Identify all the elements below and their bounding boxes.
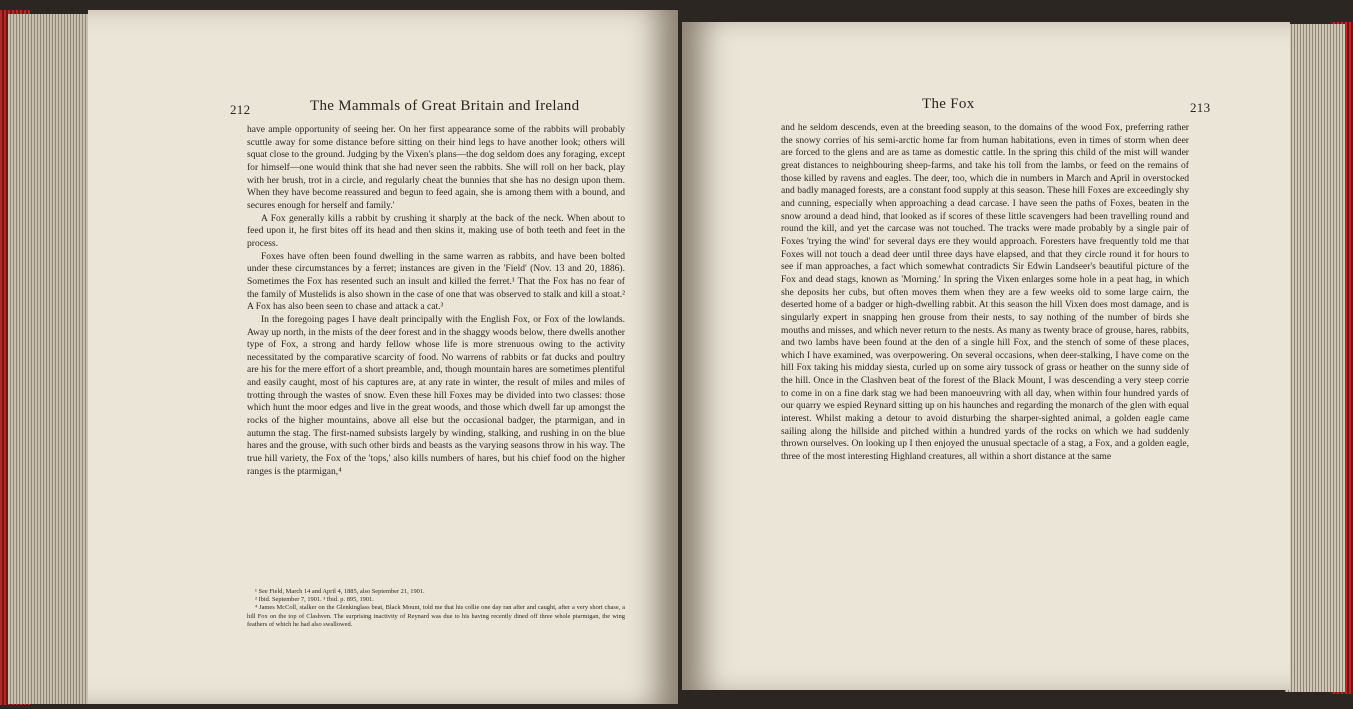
right-body-text: [781, 122, 1189, 464]
paragraph: have ample opportunity of seeing her. On her first appearance some of the rabbits will probably scuttle away for some distance before sitting on their hind legs to have another look; others will squat close to the ground. Judging by the Vixen's plans—the dog seldom does any foraging, except for himself—one would think that she had never seen the rabbits. She will roll on her back, play with her brush, trot in a circle, and regularly cheat the bunnies that she has no design upon them. When they have become reassured and begun to feed again, she is among them with a bound, and secures enough for herself and family.': [247, 124, 625, 211]
footnotes: [247, 588, 625, 629]
paragraph: and he seldom descends, even at the breeding season, to the domains of the wood Fox, preferring rather the snowy corries of his semi-arctic home far from human habitations, even in times of storm when deer are forced to the glens and are as tame as domestic cattle. In the spring this child of the mist will wander great distances to neighbouring sheep-farms, and take his toll from the lambs, or feed on the remains of those killed by ravens and eagles. The deer, too, which die in numbers in March and April in overstocked and badly managed forests, are a constant food supply at this season. These hill Foxes are exceedingly shy and cunning, especially when approaching a dead carcase. I have seen the paths of Foxes, beaten in the snow around a dead hind, that looked as if scores of these little scavengers had been travelling round and round the kill, and yet the carcase was not touched. The tracks were made probably by a single pair of Foxes 'trying the wind' for several days ere they would approach. Foresters have frequently told me that Foxes will not touch a dead deer until three days have elapsed, and that they circle round it for hours to see if man approaches, a fact which somewhat contradicts Sir Edwin Landseer's beautiful picture of the Fox and dead stags, known as 'Morning.' In spring the Vixen enlarges some hole in a peat hag, in which she deposits her cubs, but often moves them when they are a few weeks old to some large cairn, the deserted home of a badger or high-dwelling rabbit. At this season the hill Vixen does most damage, and is singularly expert in snapping hen grouse from their nests, to say nothing of the number of birds she mouths and misses, and which never return to the nests. As many as twenty brace of grouse, hares, rabbits, and two lambs have been found at the den of a single hill Fox, and the stench of some of these places, which I have examined, was overpowering. On several occasions, when deer-stalking, I have come on the hill Fox taking his midday siesta, curled up on some airy tussock of grass or heather on the sunny side of the hill. Once in the Clashven beat of the forest of the Black Mount, I was descending a very steep corrie to come in on a fine dark stag we had been manoeuvring with all day, when within four hundred yards of our quarry we espied Reynard sitting up on his haunches and regarding the monarch of the glen with equal interest. Whilst making a detour to avoid disturbing the sharper-sighted animal, a golden eagle came sailing along the hillside and pitched within a hundred yards of the rocks on which we had suddenly thrown ourselves. On looking up I then enjoyed the unusual spectacle of a stag, a Fox, and a golden eagle, three of the most interesting Highland creatures, all within a short distance at the same: [781, 122, 1189, 463]
page-number-left: 212: [230, 102, 251, 117]
left-body-text: [247, 124, 625, 478]
paragraph: Foxes have often been found dwelling in the same warren as rabbits, and have been bolted under these circumstances by a ferret; instances are given in the 'Field' (Nov. 13 and 20, 1886). Sometimes the Fox has resented such an insult and killed the ferret.¹ That the Fox has no fear of the family of Mustelids is also shown in the case of one that was observed to stalk and kill a stoat.² A Fox has also been seen to chase and attack a cat.³: [247, 250, 625, 313]
paragraph: A Fox generally kills a rabbit by crushing it sharply at the back of the neck. When about to feed upon it, he first bites off its head and then skins it, making use of both teeth and feet in the process.: [247, 212, 625, 249]
footnote: ¹ See Field, March 14 and April 4, 1885, also September 21, 1901.: [255, 588, 425, 595]
footnote: ⁴ James McColl, stalker on the Glenkinglass beat, Black Mount, told me that his collie one day ran after and caught, after a very short chase, a hill Fox on the top of Clashven. The surprising inactivity of Reynard was due to his having recently dined off three whole ptarmigan, the wing feathers of which he had also swallowed.: [247, 604, 625, 628]
paragraph: In the foregoing pages I have dealt principally with the English Fox, or Fox of the lowlands. Away up north, in the mists of the deer forest and in the shaggy woods below, there dwells another type of Fox, a strong and hardy fellow whose life is more strenuous owing to the activity necessitated by the comparative scarcity of food. No warrens of rabbits or fat ducks and poultry are his for the mere effort of a short preamble, and, though mountain hares are sometimes plentiful and easily caught, most of his captures are, at any rate in winter, the result of miles and miles of trotting through the wastes of snow. Even these hill Foxes may be divided into two classes: those which hunt the moor edges and live in the great woods, and those which dwell far up amongst the rocks of the higher mountains, above all else but the occasional badger, the ptarmigan, and in autumn the stag. The first-named subsists largely by winding, stalking, and rushing in on the blue hares and the grouse, with such other birds and beasts as the varying seasons throw in his way. The true hill variety, the Fox of the 'tops,' also kills numbers of hares, but his chief food on the higher ranges is the ptarmigan,⁴: [247, 313, 625, 477]
right-page: [682, 22, 1290, 690]
page-number-right: 213: [1190, 100, 1211, 115]
footnote: ² Ibid. September 7, 1901. ³ Ibid. p. 895, 1901.: [255, 596, 374, 604]
right-page-edges: [1285, 24, 1345, 692]
running-title-right: The Fox: [922, 96, 975, 112]
running-title-left: The Mammals of Great Britain and Ireland: [310, 98, 580, 114]
left-page: [88, 10, 678, 704]
